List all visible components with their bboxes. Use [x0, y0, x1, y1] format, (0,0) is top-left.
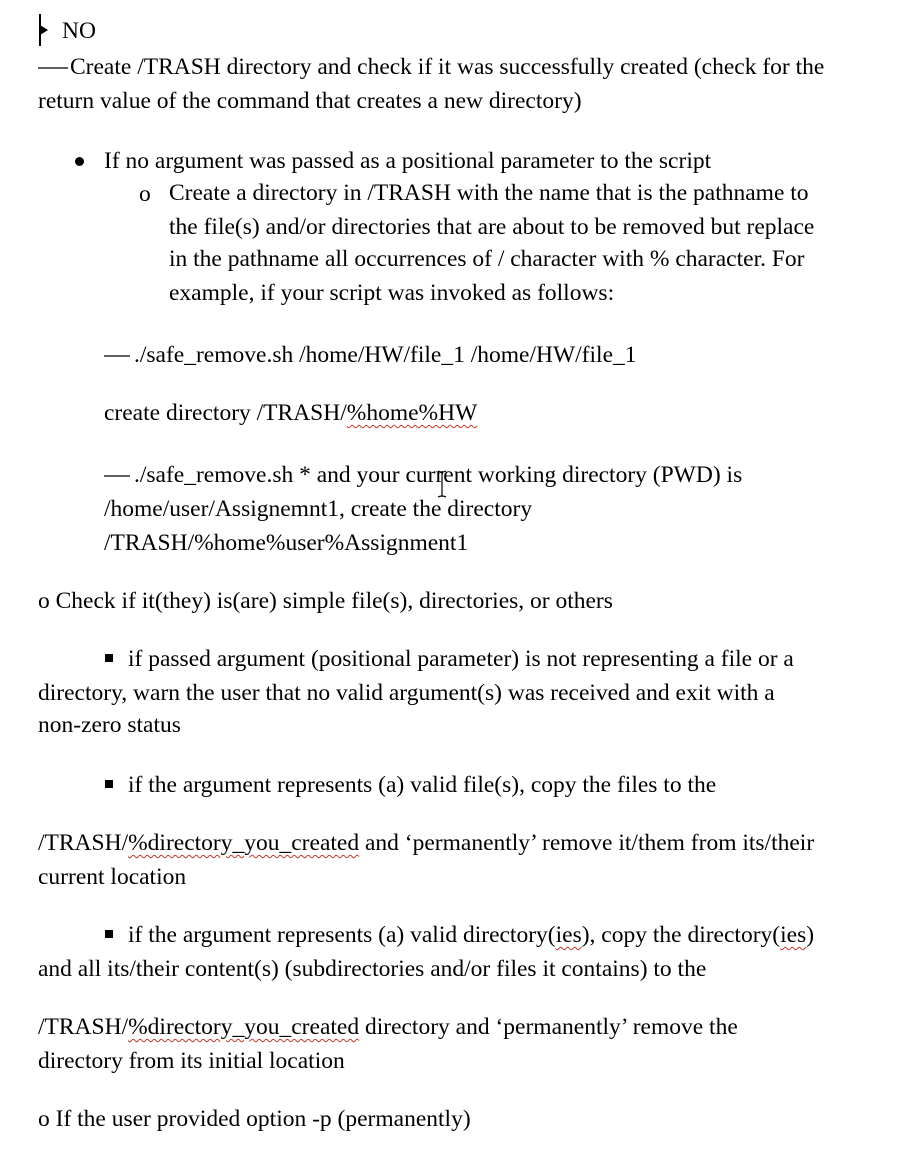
- sub-line-4: example, if your script was invoked as follows:: [169, 280, 615, 306]
- square-bullet-icon: [105, 780, 113, 788]
- example-1-command: [104, 338, 637, 372]
- dir-line-4: directory from its initial location: [38, 1048, 345, 1074]
- dir-line-1-mid: ), copy the directory(: [581, 922, 781, 948]
- intro-text-1: Create /TRASH directory and check if it was successfully created (check for the: [70, 54, 825, 80]
- intro-line-1: [38, 50, 824, 84]
- example-1-result-prefix: create directory /TRASH/: [104, 400, 347, 426]
- invalid-line-3: non-zero status: [38, 712, 181, 738]
- bullet-dot-icon: [75, 157, 84, 166]
- em-dash-icon: [104, 458, 134, 492]
- square-bullet-icon: [105, 930, 113, 938]
- example-2-line-2: /home/user/Assignemnt1, create the directory: [104, 496, 533, 522]
- example-2-line-3: /TRASH/%home%user%Assignment1: [104, 530, 469, 556]
- insertion-marker-icon: [38, 14, 50, 46]
- sub-line-2: the file(s) and/or directories that are about to be removed but replace: [169, 214, 815, 240]
- dir-line-2: and all its/their content(s) (subdirectories and/or files it contains) to the: [38, 956, 707, 982]
- file-trash-path: %directory_you_created: [128, 830, 360, 856]
- file-line-2: [38, 826, 814, 860]
- em-dash-icon: [38, 50, 70, 84]
- file-trash-prefix: /TRASH/: [38, 830, 129, 856]
- example-2-line-1: [104, 458, 742, 492]
- dir-ies-2: ies: [780, 922, 807, 948]
- dir-line-1-suffix: ): [806, 922, 815, 948]
- invalid-line-1: if passed argument (positional parameter) is not representing a file or a: [128, 646, 794, 672]
- example-2-text-1: ./safe_remove.sh * and your current working directory (PWD) is: [134, 462, 743, 488]
- dir-line-3-suffix: directory and ‘permanently’ remove the: [359, 1014, 738, 1040]
- intro-line-2: return value of the command that creates a new directory): [38, 88, 582, 114]
- sub-bullet-marker: o: [139, 181, 151, 207]
- file-line-3: current location: [38, 864, 187, 890]
- option-p-line: o If the user provided option -p (permanently): [38, 1106, 471, 1132]
- sub-line-3: in the pathname all occurrences of / character with % character. For: [169, 246, 805, 272]
- example-1-cmd-text: ./safe_remove.sh /home/HW/file_1 /home/HW/file_1: [134, 342, 637, 368]
- dir-ies-1: ies: [555, 922, 582, 948]
- bullet-no-argument: If no argument was passed as a positional parameter to the script: [104, 148, 712, 174]
- dir-trash-prefix: /TRASH/: [38, 1014, 129, 1040]
- file-line-2-suffix: and ‘permanently’ remove it/them from its/their: [359, 830, 815, 856]
- file-line-1: if the argument represents (a) valid file(s), copy the files to the: [128, 772, 717, 798]
- example-1-result: [104, 396, 477, 430]
- heading-no: NO: [62, 18, 96, 44]
- dir-line-1-prefix: if the argument represents (a) valid directory(: [128, 922, 556, 948]
- sub-line-1: Create a directory in /TRASH with the name that is the pathname to: [169, 180, 809, 206]
- dir-line-3: [38, 1010, 738, 1044]
- dir-trash-path: %directory_you_created: [128, 1014, 360, 1040]
- em-dash-icon: [104, 338, 134, 372]
- example-1-result-path: %home%HW: [346, 400, 478, 426]
- check-line: o Check if it(they) is(are) simple file(s), directories, or others: [38, 588, 613, 614]
- square-bullet-icon: [105, 654, 113, 662]
- invalid-line-2: directory, warn the user that no valid argument(s) was received and exit with a: [38, 680, 775, 706]
- dir-line-1: [128, 918, 814, 952]
